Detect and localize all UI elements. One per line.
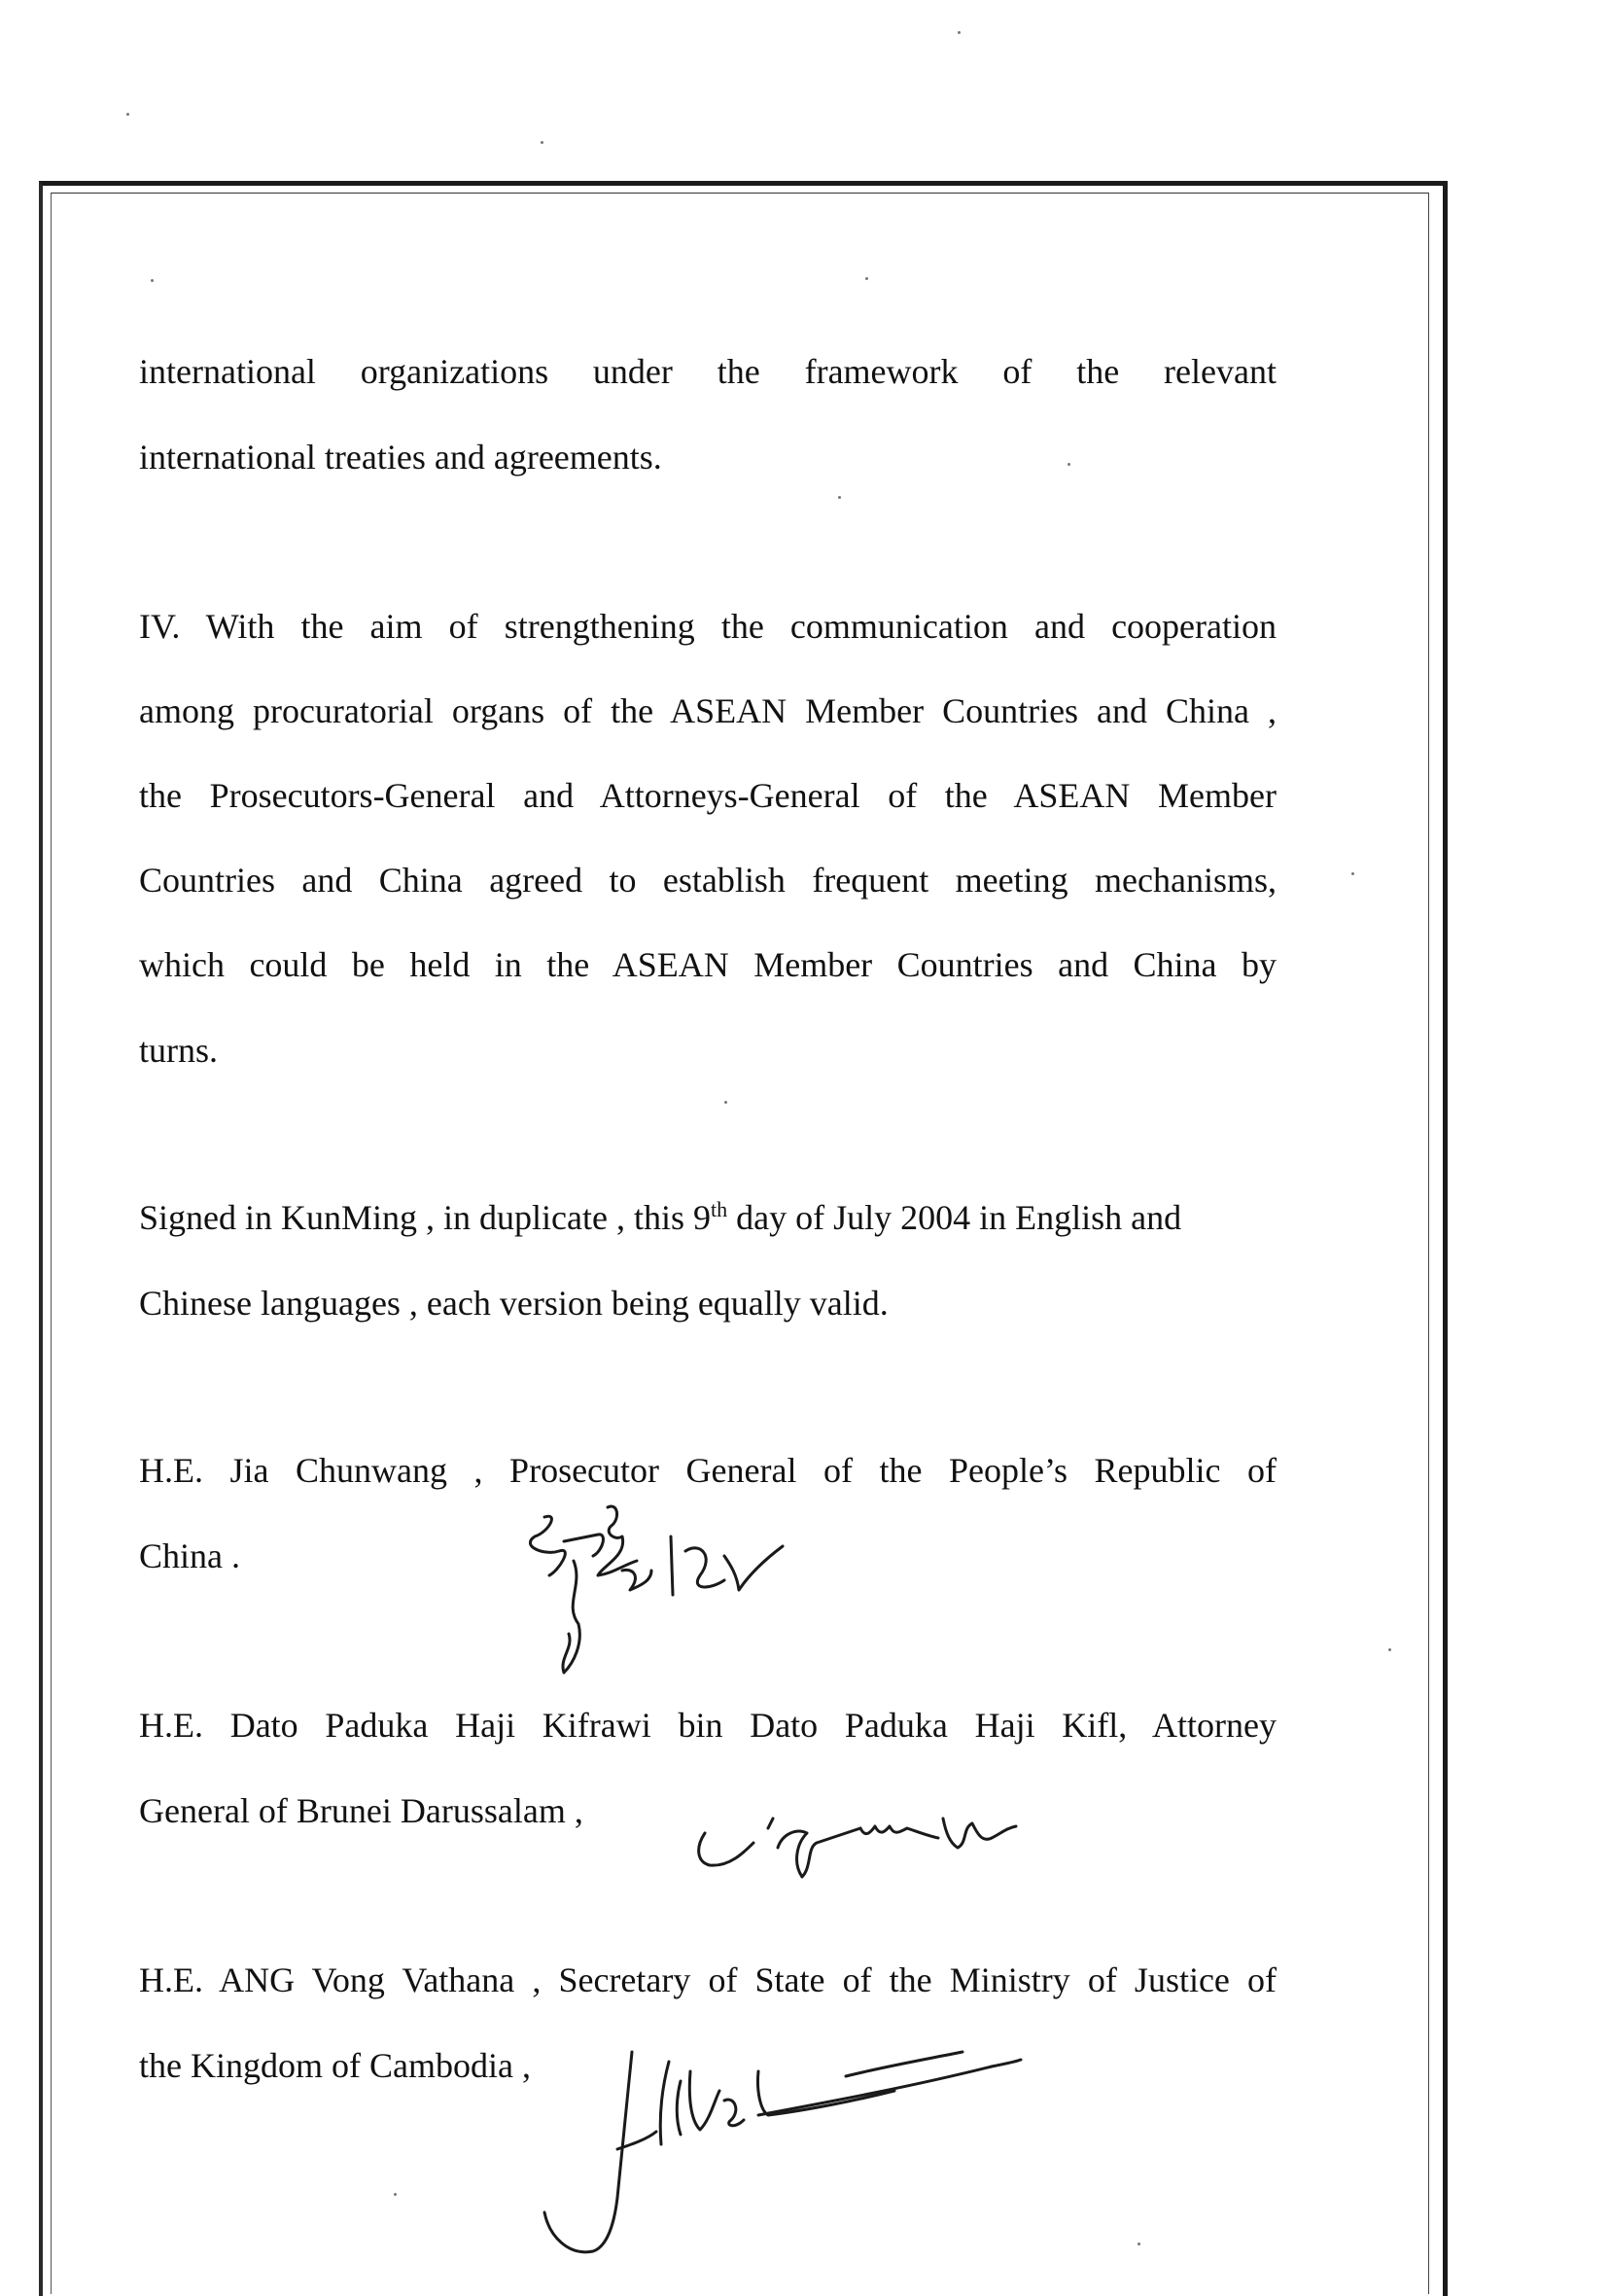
signatory-1-line-2: China .	[139, 1537, 240, 1575]
scan-speck	[1388, 1648, 1391, 1651]
paragraph-4-line-3: the Prosecutors-General and Attorneys-General of the ASEAN Member	[139, 776, 1277, 815]
scan-speck	[126, 113, 129, 116]
signed-clause-text-b: day of July 2004 in English and	[727, 1198, 1182, 1237]
signed-clause-text-a: Signed in KunMing , in duplicate , this 9	[139, 1198, 711, 1237]
signature-1-icon	[506, 1498, 797, 1692]
paragraph-4-line-4: Countries and China agreed to establish frequent meeting mechanisms,	[139, 861, 1277, 900]
signatory-2-line-1: H.E. Dato Paduka Haji Kifrawi bin Dato Paduka Haji Kifl, Attorney	[139, 1706, 1277, 1745]
scan-speck	[1138, 2243, 1140, 2245]
ordinal-suffix: th	[710, 1197, 728, 1221]
signatory-3-line-2: the Kingdom of Cambodia ,	[139, 2046, 531, 2085]
paragraph-3-line-2: international treaties and agreements.	[139, 438, 662, 477]
paragraph-4-line-1: IV. With the aim of strengthening the communication and cooperation	[139, 607, 1277, 646]
scan-speck	[724, 1101, 727, 1104]
scan-speck	[1351, 872, 1354, 875]
signed-clause-line-2: Chinese languages , each version being equally valid.	[139, 1284, 889, 1323]
signatory-1-line-1: H.E. Jia Chunwang , Prosecutor General of the People’s Republic of	[139, 1451, 1277, 1490]
scan-speck	[865, 277, 868, 280]
signature-3-icon	[525, 2003, 1031, 2256]
signatory-2-line-2: General of Brunei Darussalam ,	[139, 1791, 583, 1830]
paragraph-4-line-5: which could be held in the ASEAN Member Countries and China by	[139, 945, 1277, 984]
scan-speck	[541, 141, 543, 144]
signature-2-icon	[685, 1789, 1074, 1896]
scan-speck	[151, 279, 154, 282]
signatory-3-line-1: H.E. ANG Vong Vathana , Secretary of State of the Ministry of Justice of	[139, 1960, 1277, 1999]
paragraph-3-line-1: international organizations under the framework of the relevant	[139, 352, 1277, 391]
signed-clause-line-1	[139, 1198, 1296, 1237]
paragraph-4-line-2: among procuratorial organs of the ASEAN Member Countries and China ,	[139, 691, 1277, 730]
paragraph-4-line-6: turns.	[139, 1031, 218, 1070]
scan-speck	[958, 31, 961, 34]
scan-speck	[838, 496, 841, 499]
scan-speck	[394, 2193, 397, 2196]
